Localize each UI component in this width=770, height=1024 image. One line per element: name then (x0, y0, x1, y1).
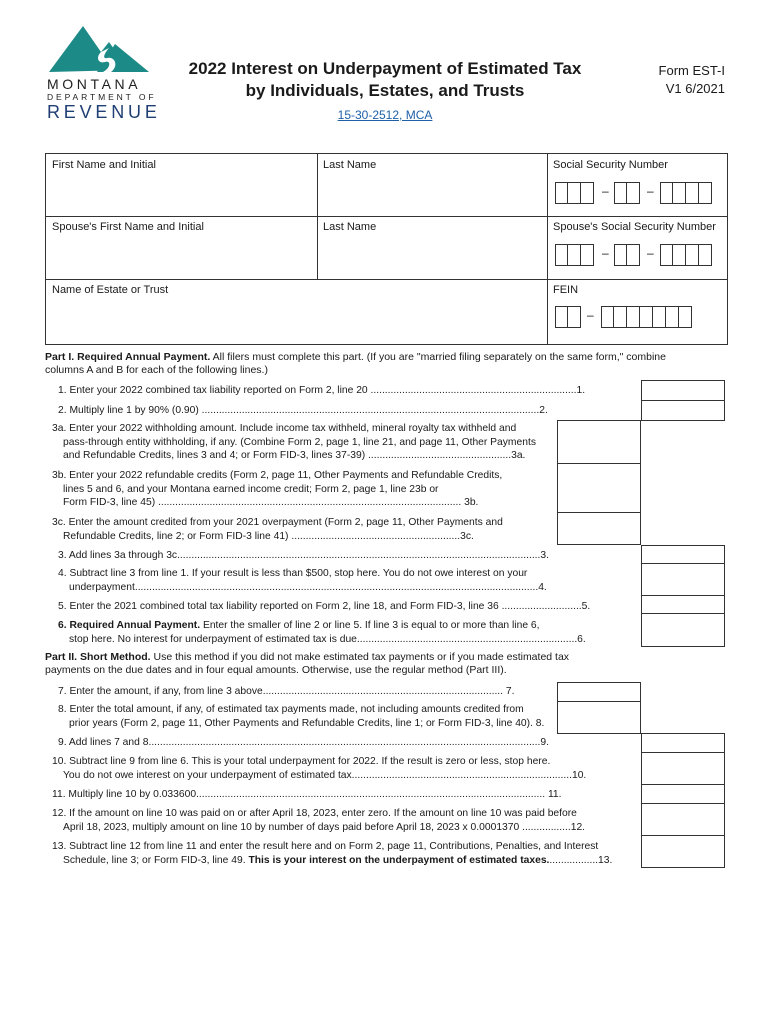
form-identifier (659, 62, 725, 98)
spouse-first-name-label: Spouse's First Name and Initial (52, 221, 204, 233)
ssn-dash-2: – (647, 184, 654, 198)
ssn-label: Social Security Number (553, 159, 668, 171)
last-name-label: Last Name (323, 159, 377, 171)
logo-montana: MONTANA (47, 76, 142, 92)
part2-heading (45, 651, 735, 677)
line-1-input[interactable] (641, 380, 725, 401)
part2-instructions-2: payments on the due dates and in four equal amounts. Otherwise, use the regular method (Part III). (45, 664, 507, 676)
part1-instructions-2: columns A and B for each of the following lines.) (45, 364, 268, 376)
part2-instructions: Use this method if you did not make estimated tax payments or if you made estimated tax (150, 651, 570, 663)
line-3-input[interactable] (641, 545, 725, 564)
logo-department-of: DEPARTMENT OF (47, 92, 157, 102)
first-name-label: First Name and Initial (52, 159, 156, 171)
mountain-logo-icon (45, 22, 157, 78)
line-3: 3. Add lines 3a through 3c...............................................................................................................................3. (58, 550, 549, 561)
ssn-dash-1: – (602, 184, 609, 198)
form-version: V1 6/2021 (665, 81, 725, 96)
spouse-ssn-dash-2: – (647, 246, 654, 260)
line-2: 2. Multiply line 1 by 90% (0.90) ......................................................................................................................2. (58, 405, 548, 416)
line-3c: 3c. Enter the amount credited from your 2021 overpayment (Form 2, page 11, Other Payments and Refundable Credits, line 2; or Form FID-3 line 41) ...........................................................3c. (52, 517, 503, 542)
taxpayer-info-grid (45, 153, 728, 345)
line-11-input[interactable] (641, 784, 725, 804)
line-1: 1. Enter your 2022 combined tax liability reported on Form 2, line 20 ........................................................................1. (58, 385, 586, 396)
form-title (150, 58, 620, 102)
line-10-input[interactable] (641, 752, 725, 785)
line-11: 11. Multiply line 10 by 0.033600.......................................................................................................................... 11. (52, 789, 562, 800)
line-3b-input[interactable] (557, 463, 641, 513)
spouse-ssn-boxes-serial (660, 244, 712, 266)
statute-link[interactable]: 15-30-2512, MCA (337, 108, 433, 122)
line-12: 12. If the amount on line 10 was paid on or after April 18, 2023, enter zero. If the amount on line 10 was paid before April 18, 2023, multiply amount on line 10 by number of days paid before April 18, 2023 x 0.0001370 .................12. (52, 808, 586, 833)
ssn-boxes-group (614, 182, 640, 204)
line-5: 5. Enter the 2021 combined total tax liability reported on Form 2, line 18, and Form FID-3, line 36 ............................5. (58, 601, 591, 612)
estate-name-field[interactable] (46, 279, 547, 344)
line-9-input[interactable] (641, 733, 725, 753)
fein-label: FEIN (553, 284, 579, 296)
line-6-input[interactable] (641, 613, 725, 647)
line-5-input[interactable] (641, 595, 725, 614)
part1-title: Part I. Required Annual Payment. (45, 351, 211, 363)
line-2-input[interactable] (641, 400, 725, 421)
montana-dor-logo (45, 22, 161, 122)
estate-name-label: Name of Estate or Trust (52, 284, 169, 296)
spouse-first-name-field[interactable] (46, 216, 317, 279)
line-7: 7. Enter the amount, if any, from line 3 above.................................................................................... 7. (58, 686, 515, 697)
ssn-boxes-serial (660, 182, 712, 204)
line-4-input[interactable] (641, 563, 725, 596)
last-name-field[interactable] (317, 154, 547, 216)
form-id: Form EST-I (658, 63, 725, 78)
ssn-boxes-area (555, 182, 594, 204)
spouse-ssn-dash-1: – (602, 246, 609, 260)
first-name-field[interactable] (46, 154, 317, 216)
part1-instructions: All filers must complete this part. (If you are "married filing separately on the same form," combine (210, 351, 666, 363)
title-line-1: 2022 Interest on Underpayment of Estimated Tax (188, 59, 582, 78)
part2-title: Part II. Short Method. (45, 651, 151, 663)
part1-heading (45, 351, 735, 377)
fein-boxes-suffix (601, 306, 692, 328)
line-6: 6. Required Annual Payment. Enter the smaller of line 2 or line 5. If line 3 is equal to or more than line 6, stop here. No interest for underpayment of estimated tax is due.............................................................................6. (58, 620, 586, 645)
line-10: 10. Subtract line 9 from line 6. This is your total underpayment for 2022. If the result is zero or less, stop here. You do not owe interest on your underpayment of estimated tax.............................................................................10. (52, 756, 587, 781)
fein-boxes-prefix (555, 306, 581, 328)
line-3a: 3a. Enter your 2022 withholding amount. Include income tax withheld, mineral royalty tax withheld and pass-through entity withholding, if any. (Combine Form 2, page 1, line 21, and page 11, Other Payments and Refundable Credits, lines 3 and 4; or Form FID-3, lines 37-39) ..................................................3a. (52, 423, 536, 461)
line-13-input[interactable] (641, 835, 725, 868)
line-13: 13. Subtract line 12 from line 11 and enter the result here and on Form 2, page 11, Contributions, Penalties, and Interest Schedule, line 3; or Form FID-3, line 49. This is your interest on the underpayment of estimated taxes..................13. (52, 841, 613, 866)
line-3c-input[interactable] (557, 512, 641, 545)
fein-dash: – (587, 308, 594, 322)
line-7-input[interactable] (557, 682, 641, 702)
line-4: 4. Subtract line 3 from line 1. If your result is less than $500, stop here. You do not owe interest on your underpayment.............................................................................................................................................4. (58, 568, 547, 593)
spouse-last-name-field[interactable] (317, 216, 547, 279)
title-line-2: by Individuals, Estates, and Trusts (245, 81, 525, 100)
line-8: 8. Enter the total amount, if any, of estimated tax payments made, not including amounts credited from prior years (Form 2, page 11, Other Payments and Refundable Credits, line 1; or Form FID-3, line 40). 8. (58, 704, 545, 729)
spouse-ssn-boxes-group (614, 244, 640, 266)
line-8-input[interactable] (557, 701, 641, 734)
logo-revenue: REVENUE (47, 102, 161, 122)
spouse-ssn-boxes-area (555, 244, 594, 266)
line-9: 9. Add lines 7 and 8.........................................................................................................................................9. (58, 737, 549, 748)
line-3b: 3b. Enter your 2022 refundable credits (Form 2, page 11, Other Payments and Refundable Credits, lines 5 and 6, and your Montana earned income credit; Form 2, page 1, line 23b or Form FID-3, line 45) .......................................................................................................... 3b. (52, 470, 503, 508)
spouse-last-name-label: Last Name (323, 221, 377, 233)
line-12-input[interactable] (641, 803, 725, 836)
spouse-ssn-label: Spouse's Social Security Number (553, 221, 716, 233)
line-3a-input[interactable] (557, 420, 641, 464)
